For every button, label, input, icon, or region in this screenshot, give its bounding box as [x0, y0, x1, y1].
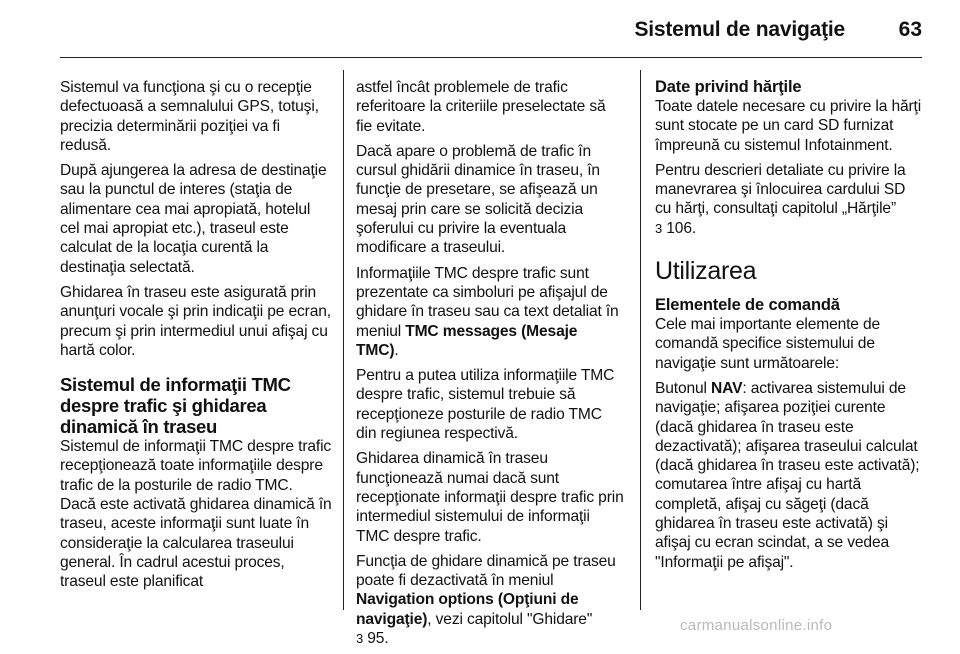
page-reference-icon: 3	[655, 220, 663, 236]
paragraph	[356, 552, 624, 648]
section-heading-map-data: Date privind hărţile	[655, 78, 802, 96]
paragraph: Sistemul va funcţiona şi cu o recepţie defectuoasă a semnalului GPS, totuşi, precizia determinării poziţiei va fi redusă.	[60, 79, 319, 154]
page-header	[0, 0, 960, 58]
column-divider-1	[343, 70, 344, 610]
paragraph: Ghidarea dinamică în traseu funcţionează numai dacă sunt recepţionate informaţii despre trafic prin intermediul sistemului de informaţii TMC despre trafic.	[356, 450, 624, 545]
paragraph: Pentru a putea utiliza informaţiile TMC despre trafic, sistemul trebuie să recepţioneze posturile de radio TMC din regiunea respectivă.	[356, 367, 615, 443]
text: .	[394, 341, 399, 359]
paragraph: Dacă apare o problemă de trafic în cursul ghidării dinamice în traseu, în funcţie de presetare, se afişează un mesaj prin care se solicită decizia şoferului cu privire la eventuala modificare a traseului.	[356, 142, 600, 257]
page-title: Sistemul de navigaţie	[634, 18, 845, 41]
column-1	[60, 78, 332, 598]
paragraph: Sistemul de informaţii TMC despre trafic recepţionează toate informaţiile despre trafic de la posturile de radio TMC. Dacă este activată ghidarea dinamică în traseu, aceste informaţii sunt luate în consideraţie la calcularea traseului general. În cadrul acestui proces, traseul este planificat	[60, 438, 332, 591]
column-3	[655, 78, 925, 578]
page-reference: 95.	[363, 630, 389, 648]
text: : activarea sistemului de navigaţie; afişarea poziţiei curente (dacă ghidarea în traseu este dezactivată); afişarea traseului calculat (dacă ghidarea în traseu este activată); comutarea între afişaj cu hartă completă, afişaj cu săgeţi (dacă ghidarea în traseu este activată) şi afişaj cu ecran scindat, a se vedea "Informaţii pe afişaj".	[655, 379, 920, 571]
page-reference: 106.	[662, 219, 697, 237]
text: , vezi capitolul "Ghidare"	[427, 610, 593, 628]
paragraph	[655, 161, 925, 238]
paragraph	[655, 379, 925, 572]
chapter-heading-usage: Utilizarea	[655, 257, 757, 286]
paragraph: După ajungerea la adresa de destinaţie sau la punctul de interes (staţia de alimentare cea mai apropiată, hotelul cel mai apropiat etc.), traseul este calculat de la locaţia curentă la destinaţia selectată.	[60, 162, 327, 276]
column-divider-2	[640, 70, 641, 610]
text: Pentru descrieri detaliate cu privire la manevrarea şi înlocuirea cardului SD cu hărţi, consultaţi capitolul „Hărţile”	[655, 161, 906, 218]
menu-name-navigation-options: Navigation options (Opţiuni de navigaţie)	[356, 591, 579, 628]
text: Informaţiile TMC despre trafic sunt prezentate ca simboluri pe afişajul de ghidare în traseu sau ca text detaliat în meniul	[356, 264, 619, 340]
section-heading-tmc: Sistemul de informaţii TMC despre trafic şi ghidarea dinamică în traseu	[60, 374, 291, 438]
menu-name-tmc-messages: TMC messages (Mesaje TMC)	[356, 322, 578, 359]
paragraph: Cele mai importante elemente de comandă specifice sistemului de navigaţie sunt următoarele:	[655, 316, 881, 372]
paragraph: astfel încât problemele de trafic referitoare la criteriile preselectate să fie evitate.	[356, 79, 606, 135]
watermark: carmanualsonline.info	[680, 617, 833, 634]
paragraph	[356, 264, 624, 360]
column-2	[356, 78, 624, 654]
button-name-nav: NAV	[711, 379, 743, 397]
text: Butonul	[655, 379, 712, 397]
section-heading-controls: Elementele de comandă	[655, 296, 840, 315]
header-divider	[60, 57, 922, 58]
text: Funcţia de ghidare dinamică pe traseu poate fi dezactivată în meniul	[356, 552, 616, 590]
paragraph: Toate datele necesare cu privire la hărţi sunt stocate pe un card SD furnizat împreună cu sistemul Infotainment.	[655, 98, 922, 154]
page-reference-icon: 3	[356, 631, 364, 647]
paragraph: Ghidarea în traseu este asigurată prin anunţuri vocale şi prin indicaţii pe ecran, precum şi prin intermediul unui afişaj cu hartă color.	[60, 283, 331, 359]
page-number: 63	[898, 18, 922, 41]
